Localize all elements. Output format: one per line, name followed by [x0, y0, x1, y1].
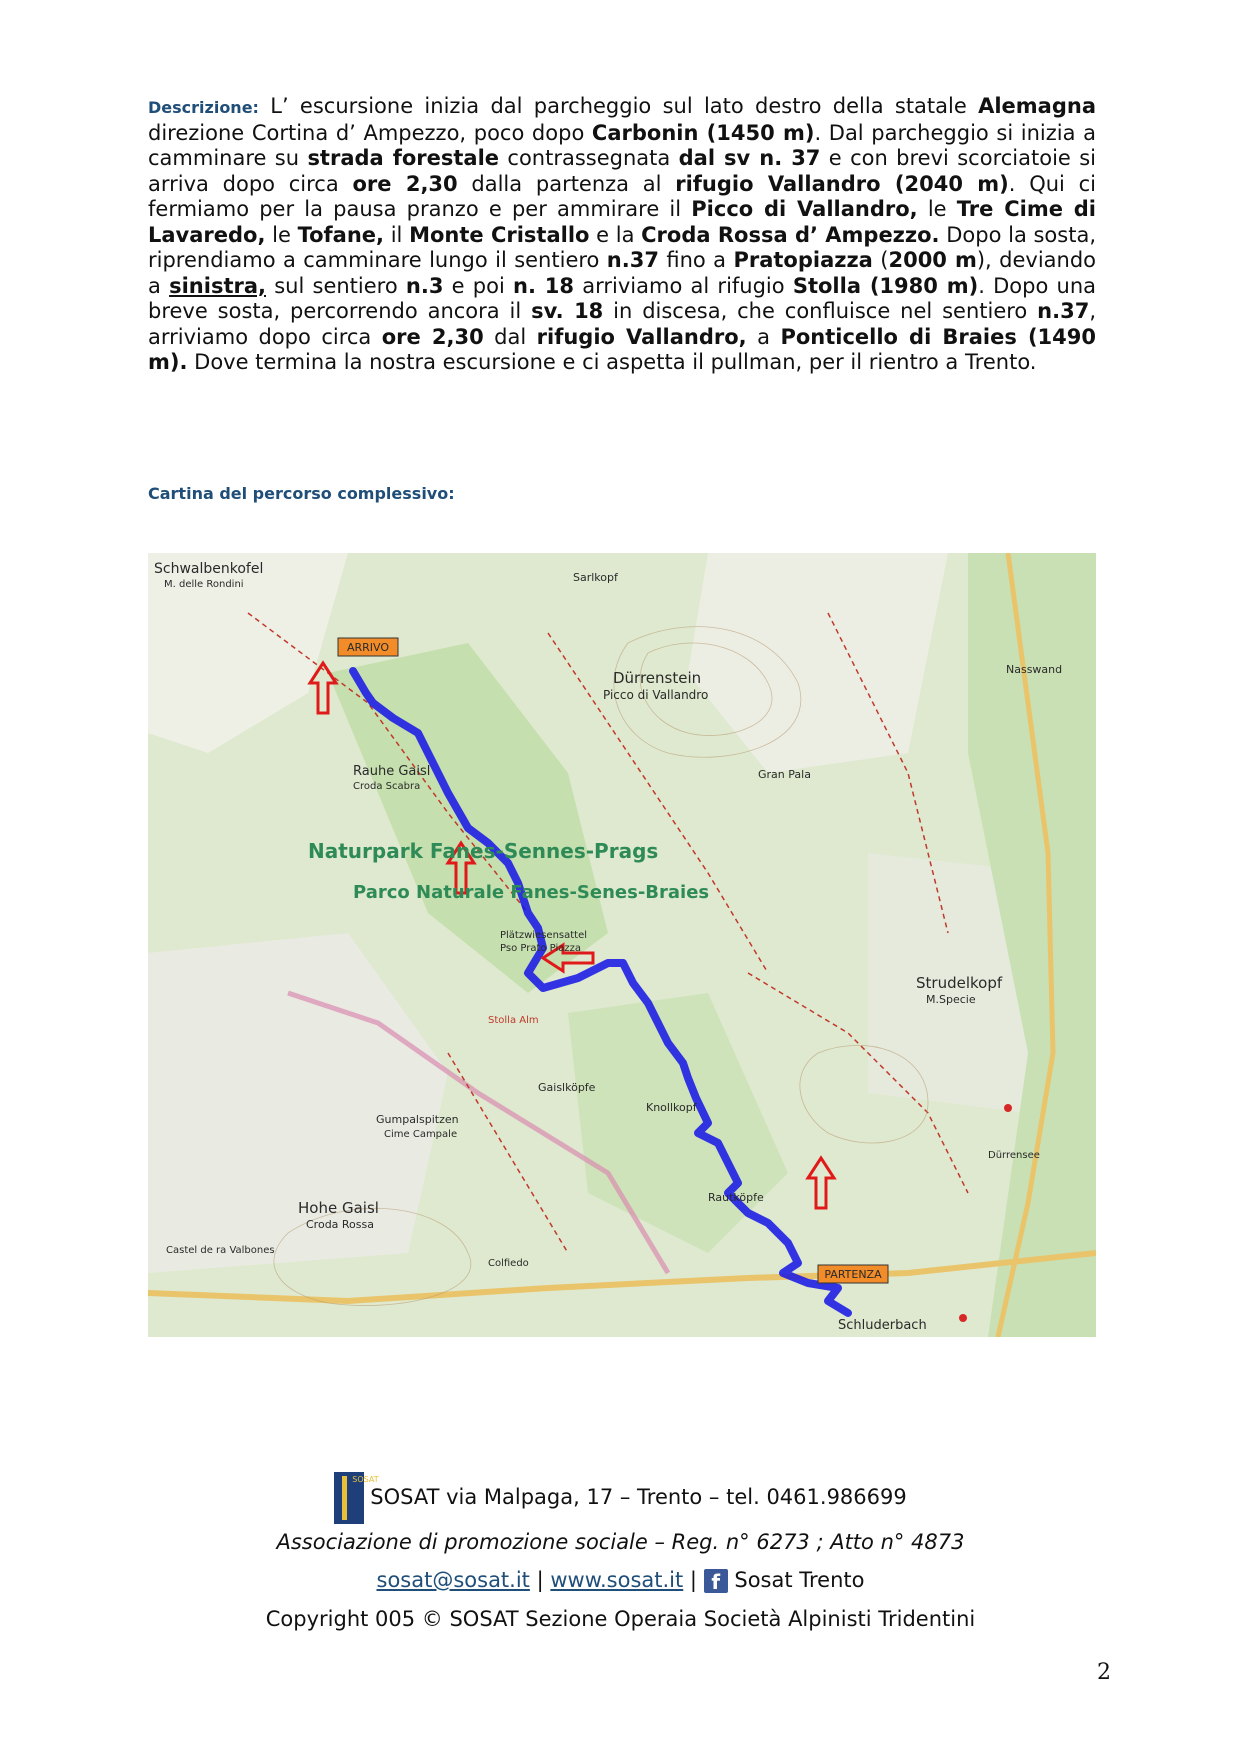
- footer-association: Associazione di promozione sociale – Reg. n° 6273 ; Atto n° 4873: [276, 1530, 965, 1554]
- description-segment: e poi: [443, 273, 514, 298]
- map-label-schluderbach: Schluderbach: [838, 1318, 927, 1333]
- footer-separator-1: |: [536, 1568, 544, 1592]
- route-map-svg: [148, 553, 1096, 1337]
- description-segment: L’ escursione inizia dal parcheggio sul lato destro della statale: [258, 94, 979, 118]
- map-label-rautkopfe: Rautköpfe: [708, 1191, 764, 1204]
- description-segment: Dopo la sosta, riprendiamo a camminare lungo il sentiero: [148, 222, 1097, 272]
- footer-address-line: [0, 1472, 1241, 1524]
- description-segment: fino a: [658, 248, 734, 272]
- map-label-parco: Parco Naturale Fanes-Senes-Braies: [353, 882, 710, 903]
- description-segment: le: [917, 197, 957, 221]
- description-segment: dal: [483, 324, 537, 349]
- description-segment: Monte Cristallo: [409, 222, 590, 247]
- map-label-rauhe-gaisl: Rauhe Gaisl: [353, 764, 431, 779]
- map-label-stolla: Stolla Alm: [488, 1015, 539, 1026]
- end-label: ARRIVO: [346, 641, 390, 654]
- start-label: PARTENZA: [824, 1268, 882, 1281]
- description-segment: n. 18: [513, 273, 575, 298]
- map-label-picco-vallandro: Picco di Vallandro: [603, 688, 709, 702]
- facebook-label[interactable]: Sosat Trento: [734, 1568, 865, 1592]
- map-label-strudelkopf: Strudelkopf: [916, 974, 1003, 992]
- description-segment: direzione Cortina d’ Ampezzo, poco dopo: [148, 120, 592, 145]
- description-segment: Dove termina la nostra escursione e ci aspetta il pullman, per il rientro a Trento.: [187, 350, 1037, 374]
- description-paragraph: [148, 94, 1096, 376]
- description-segment: . Dopo una breve sosta, percorrendo ancora il: [148, 273, 1097, 323]
- description-segment: rifugio Vallandro (2040 m): [675, 171, 1009, 196]
- description-segment: rifugio Vallandro,: [536, 324, 747, 349]
- description-segment: ore 2,30: [381, 324, 484, 349]
- description-segment: in discesa, che confluisce nel sentiero: [603, 299, 1038, 323]
- sosat-logo-text: SOSAT: [352, 1475, 379, 1484]
- map-label-croda-rossa: Croda Rossa: [306, 1218, 374, 1231]
- map-label-schwalbenkofel: Schwalbenkofel: [154, 561, 264, 577]
- description-segment: (: [872, 248, 889, 272]
- description-segment: le: [265, 222, 298, 247]
- description-segment: Ponticello di Braies (1490 m).: [148, 324, 1096, 374]
- sosat-logo: [334, 1472, 379, 1524]
- map-label-croda-scabra: Croda Scabra: [353, 781, 421, 792]
- description-segment: dalla partenza al: [457, 171, 676, 196]
- map-label-knollkopf: Knollkopf: [646, 1101, 697, 1114]
- map-label-hohe-gaisl: Hohe Gaisl: [298, 1199, 379, 1217]
- description-text: [148, 94, 1096, 374]
- description-segment: sul sentiero: [265, 273, 406, 298]
- footer-address: SOSAT via Malpaga, 17 – Trento – tel. 0461.986699: [370, 1485, 907, 1509]
- description-segment: Picco di Vallandro,: [691, 197, 918, 221]
- map-label-gumpalspitzen: Gumpalspitzen: [376, 1113, 459, 1126]
- end-marker: [338, 638, 398, 656]
- route-map: [148, 553, 1096, 1337]
- description-segment: sinistra,: [169, 273, 266, 298]
- description-segment: Alemagna: [978, 94, 1096, 118]
- map-label-sarlkopf: Sarlkopf: [573, 571, 618, 584]
- description-segment: n.37: [1037, 299, 1090, 323]
- map-label-colfiedo: Colfiedo: [488, 1258, 529, 1269]
- description-segment: Croda Rossa d’ Ampezzo.: [641, 222, 940, 247]
- description-segment: sv. 18: [531, 299, 604, 323]
- description-segment: a: [746, 324, 781, 349]
- map-label-naturpark: Naturpark Fanes-Sennes-Prags: [308, 839, 659, 863]
- description-segment: n.3: [405, 273, 444, 298]
- description-segment: Pratopiazza: [733, 248, 873, 272]
- footer-links: [0, 1568, 1241, 1593]
- map-label-delle-rondini: M. delle Rondini: [164, 579, 244, 590]
- map-label-cime-campale: Cime Campale: [384, 1129, 458, 1140]
- description-segment: contrassegnata: [499, 146, 679, 170]
- map-label-gran-pala: Gran Pala: [758, 768, 811, 781]
- description-segment: e con brevi scorciatoie si arriva dopo circa: [148, 146, 1096, 196]
- description-segment: ore 2,30: [352, 171, 458, 196]
- facebook-icon[interactable]: f: [704, 1569, 728, 1593]
- description-segment: il: [384, 222, 410, 247]
- description-segment: n.37: [606, 248, 659, 272]
- description-segment: . Qui ci fermiamo per la pausa pranzo e per ammirare il: [148, 171, 1096, 221]
- map-label-gaislkopfe: Gaislköpfe: [538, 1081, 596, 1094]
- description-segment: . Dal parcheggio si inizia a camminare su: [148, 120, 1096, 170]
- description-label: Descrizione:: [148, 98, 259, 117]
- description-segment: ), deviando a: [148, 248, 1097, 298]
- description-segment: Tre Cime di Lavaredo,: [148, 197, 1096, 247]
- map-label-specie: M.Specie: [926, 993, 976, 1006]
- description-segment: arriviamo al rifugio: [574, 273, 793, 298]
- description-segment: dal sv n. 37: [678, 146, 821, 170]
- map-label-durrenstein: Dürrenstein: [613, 669, 702, 687]
- map-title: Cartina del percorso complessivo:: [148, 484, 455, 503]
- description-segment: Stolla (1980 m): [792, 273, 979, 298]
- page-number: 2: [1097, 1660, 1111, 1685]
- description-segment: , arriviamo dopo circa: [148, 299, 1096, 349]
- map-label-nasswand: Nasswand: [1006, 663, 1063, 676]
- start-marker: [818, 1265, 888, 1283]
- website-link[interactable]: www.sosat.it: [550, 1568, 684, 1592]
- description-segment: e la: [589, 222, 642, 247]
- map-label-platzwiesensattel: Plätzwiesensattel: [500, 930, 588, 941]
- email-link[interactable]: sosat@sosat.it: [376, 1568, 530, 1592]
- map-label-durrensee: Dürrensee: [988, 1150, 1040, 1161]
- map-label-prato-piazza: Pso Prato Piazza: [500, 943, 582, 954]
- footer-copyright: Copyright 005 © SOSAT Sezione Operaia Società Alpinisti Tridentini: [265, 1607, 976, 1631]
- footer-separator-2: |: [689, 1568, 697, 1592]
- description-segment: strada forestale: [307, 146, 500, 170]
- description-segment: 2000 m: [888, 248, 977, 272]
- description-segment: Carbonin (1450 m): [591, 120, 815, 145]
- map-label-castel: Castel de ra Valbones: [166, 1245, 275, 1256]
- description-segment: Tofane,: [297, 222, 385, 247]
